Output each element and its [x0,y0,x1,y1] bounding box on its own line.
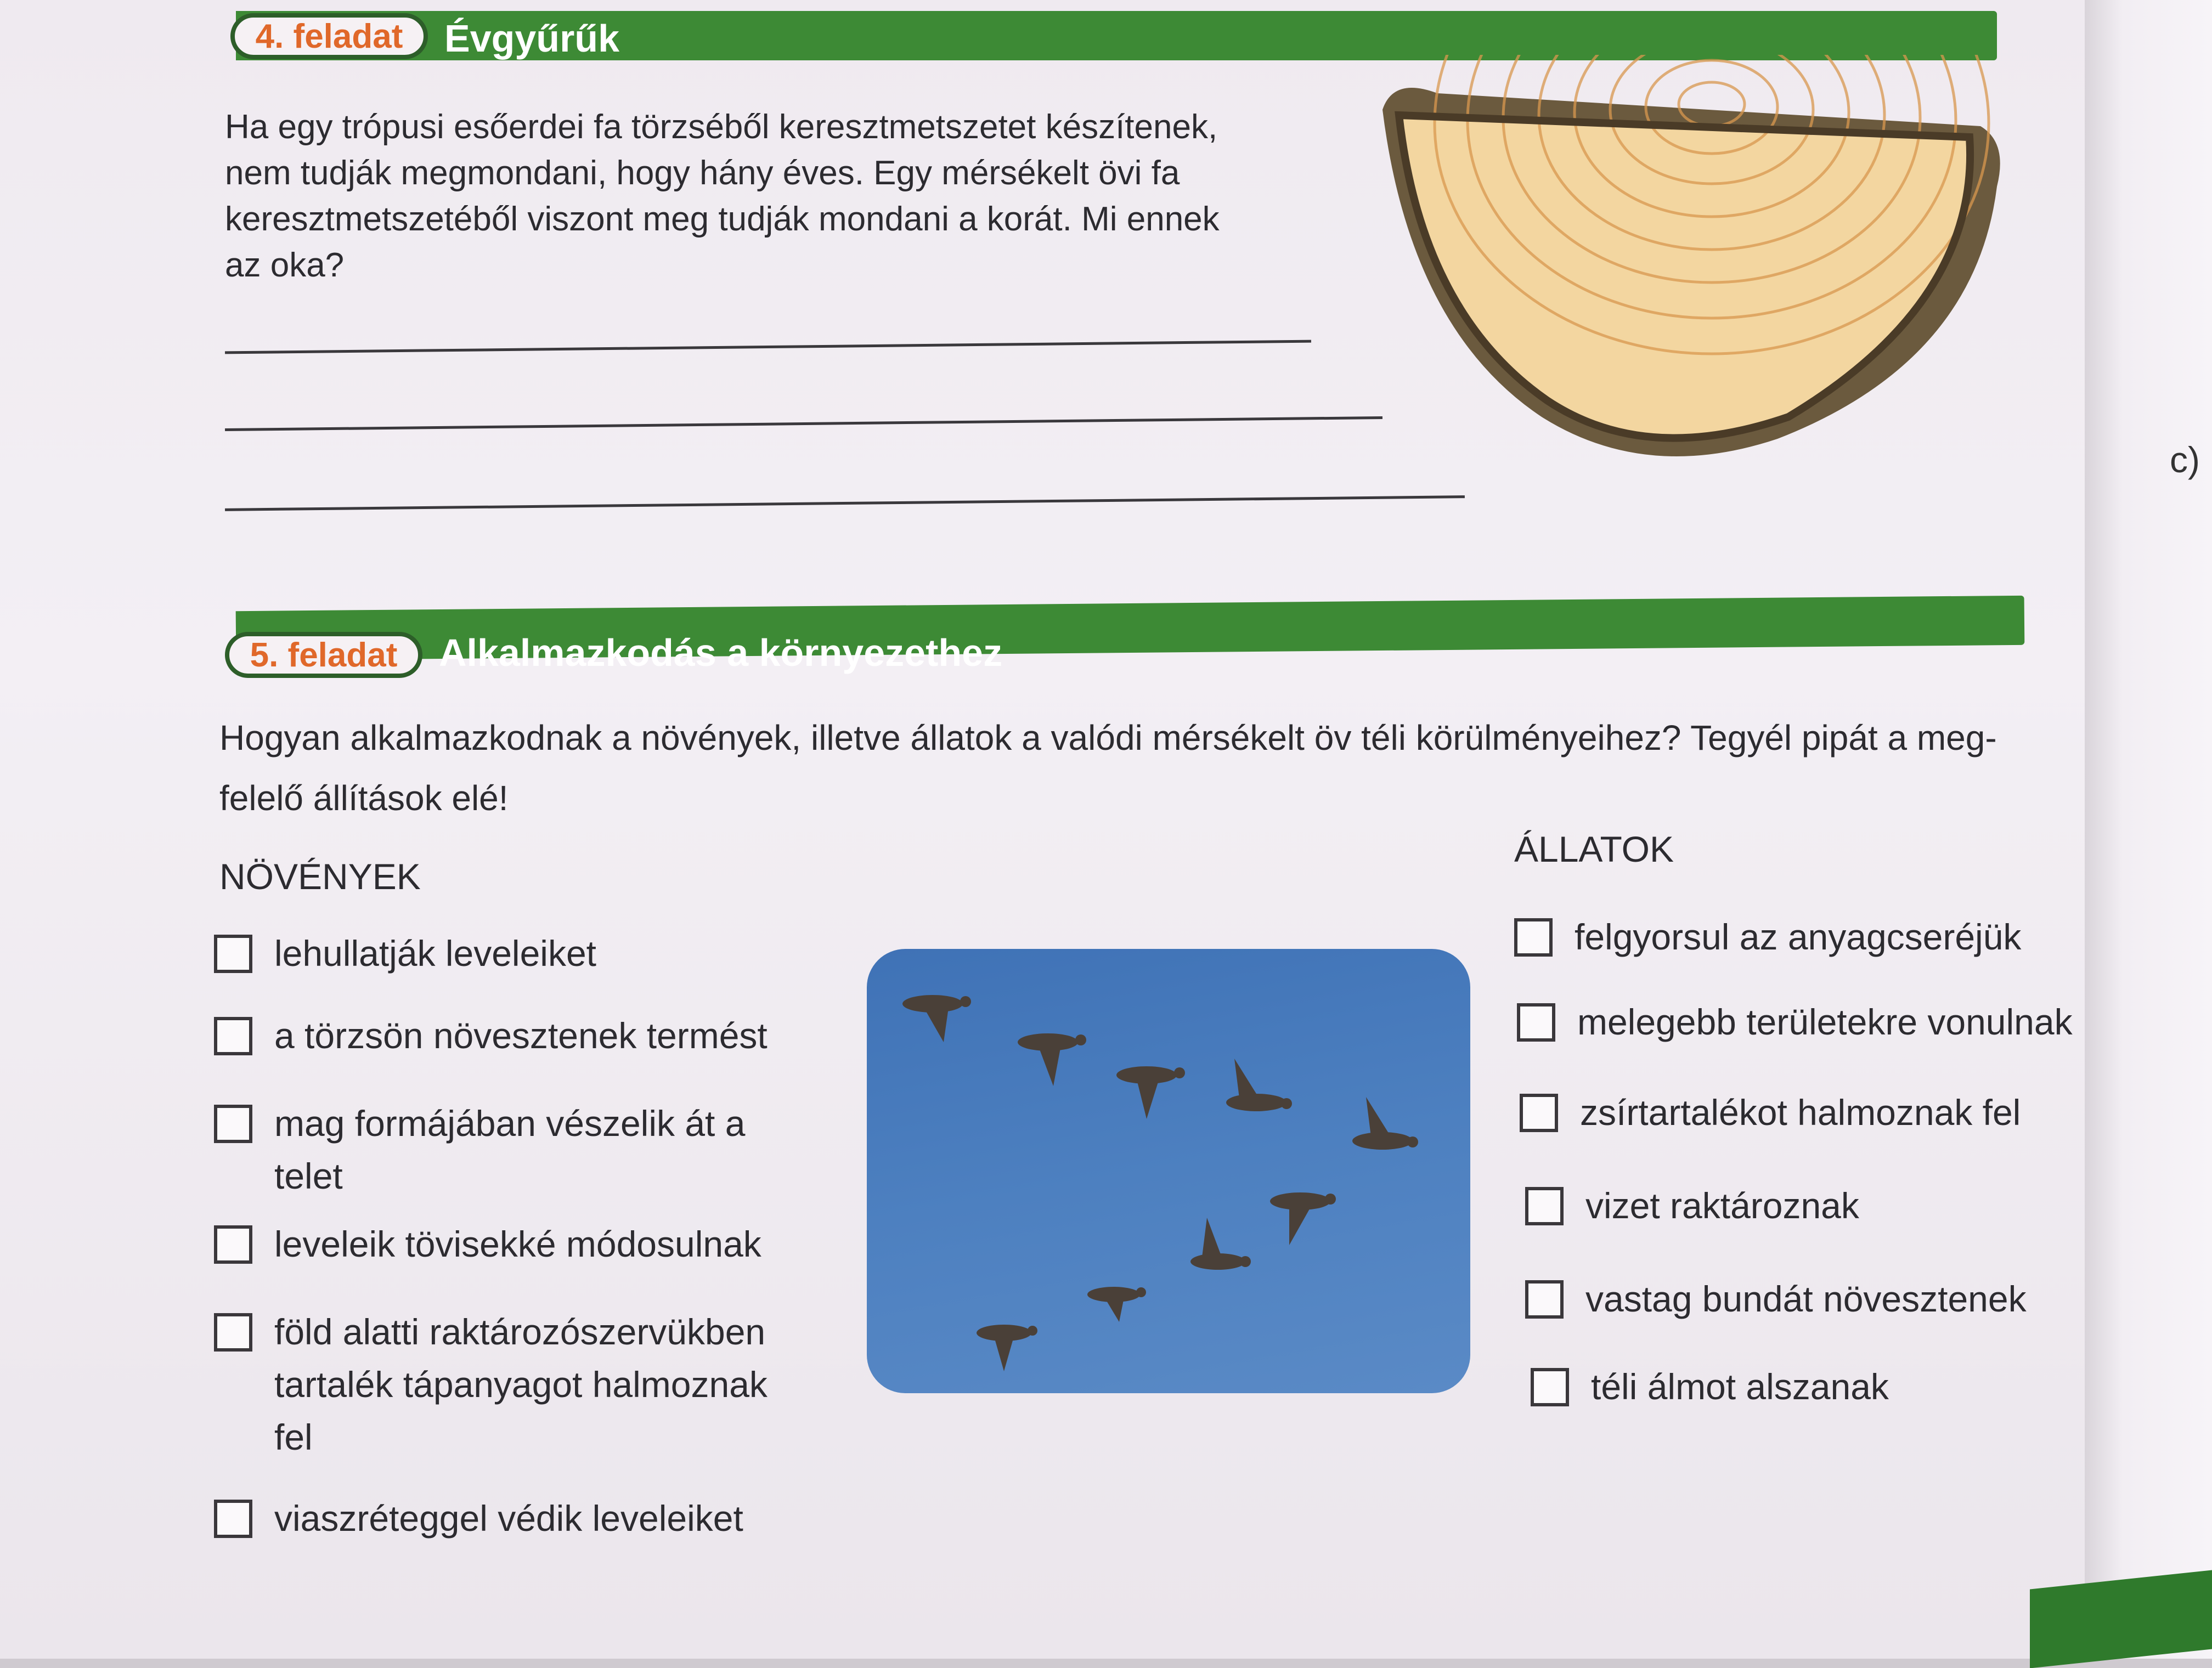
task5-number-pill [225,632,422,678]
option-text: téli álmot alszanak [1591,1366,1889,1407]
task5-title: Alkalmazkodás a környezethez [439,631,1003,674]
task4-title: Évgyűrűk [444,17,619,60]
animal-option-5[interactable] [1525,1273,2027,1325]
plant-option-1[interactable] [214,927,596,980]
checkbox[interactable] [214,1225,252,1264]
option-text: vastag bundát növesztenek [1585,1279,2027,1319]
option-text: zsírtartalékot halmoznak fel [1580,1092,2021,1133]
animals-heading: ÁLLATOK [1514,829,1674,869]
checkbox[interactable] [1514,918,1553,957]
option-text: föld alatti raktározószervükben tartalék tápanyagot halmoznak fel [274,1311,768,1457]
plant-option-5[interactable] [214,1305,768,1463]
plant-option-2[interactable] [214,1009,768,1062]
plant-option-3[interactable] [214,1097,745,1202]
checkbox[interactable] [214,1500,252,1538]
checkbox[interactable] [1531,1368,1569,1406]
task4-question [225,104,1377,289]
checkbox[interactable] [214,1313,252,1352]
plants-heading: NÖVÉNYEK [219,856,421,897]
plant-option-4[interactable] [214,1218,761,1270]
task5-question-line: Hogyan alkalmazkodnak a növények, illetve állatok a valódi mérsékelt öv téli körülményeihez? Tegyél pipát a meg- [219,718,1997,757]
option-text: mag formájában vészelik át a telet [274,1103,746,1196]
adjacent-page [2085,0,2212,1659]
option-text: leveleik tövisekké módosulnak [274,1224,761,1264]
task5-question-line: felelő állítások elé! [219,778,509,818]
option-text: vizet raktároznak [1585,1185,1859,1226]
option-text: lehullatják leveleiket [274,933,597,974]
option-text: melegebb területekre vonulnak [1577,1002,2073,1042]
checkbox[interactable] [1520,1094,1558,1132]
checkbox[interactable] [1525,1187,1564,1225]
flying-geese-photo [867,949,1470,1393]
animal-option-6[interactable] [1531,1360,1889,1413]
checkbox[interactable] [1525,1280,1564,1319]
checkbox[interactable] [214,935,252,973]
task4-question-line: Ha egy trópusi esőerdei fa törzséből keresztmetszetet készítenek, [225,108,1218,146]
animal-option-4[interactable] [1525,1179,1859,1232]
task4-number: 4. feladat [255,17,403,55]
animal-option-1[interactable] [1514,911,2021,963]
checkbox[interactable] [214,1105,252,1143]
task4-question-line: az oka? [225,246,345,284]
checkbox[interactable] [214,1017,252,1055]
plant-option-6[interactable] [214,1492,743,1545]
task4-number-pill [230,13,428,59]
task4-question-line: nem tudják megmondani, hogy hány éves. Egy mérsékelt övi fa [225,154,1180,192]
task5-number: 5. feladat [250,636,398,674]
checkbox[interactable] [1517,1003,1555,1042]
task5-question [219,708,2041,828]
option-text: a törzsön növesztenek termést [274,1015,768,1056]
tree-rings-illustration [1361,55,2008,483]
geese-icon [867,949,1470,1393]
option-text: viaszréteggel védik leveleiket [274,1498,743,1539]
animal-option-3[interactable] [1520,1086,2021,1139]
option-text: felgyorsul az anyagcseréjük [1575,917,2022,957]
task4-question-line: keresztmetszetéből viszont meg tudják mondani a korát. Mi ennek [225,200,1220,238]
animal-option-2[interactable] [1517,996,2073,1048]
adjacent-page-label: c) [2170,439,2200,480]
